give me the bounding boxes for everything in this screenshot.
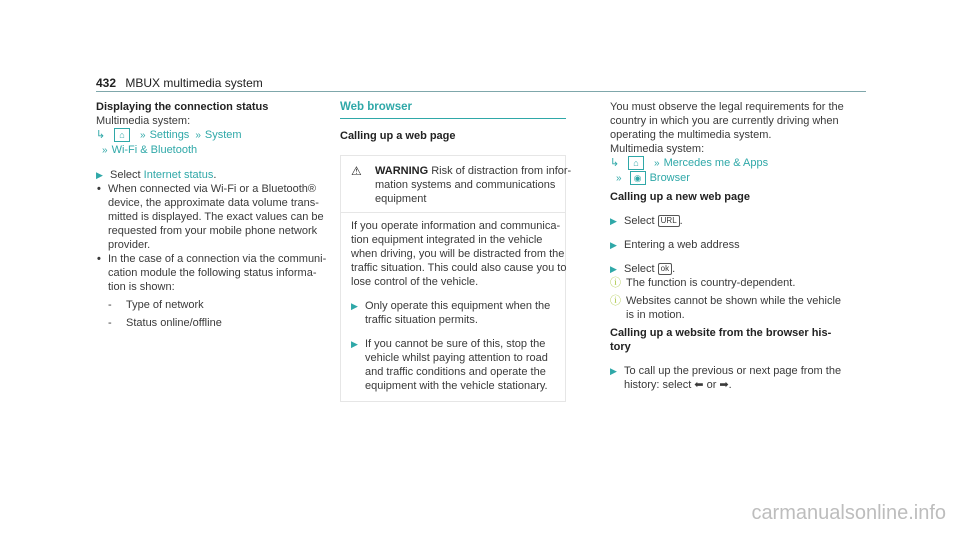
path-mercedes-me-apps[interactable]: Mercedes me & Apps bbox=[663, 157, 769, 169]
internet-status-link[interactable]: Internet status bbox=[143, 169, 214, 181]
intro-line: operating the multimedia system. bbox=[610, 129, 772, 141]
bullet2-line: In the case of a connection via the communi- bbox=[108, 253, 327, 265]
warning-body bbox=[351, 219, 567, 289]
info-icon: ⓘ bbox=[610, 277, 621, 289]
action-line: equipment with the vehicle stationary. bbox=[365, 380, 548, 392]
column-web-browser bbox=[340, 100, 572, 402]
home-icon[interactable]: ⌂ bbox=[114, 128, 130, 142]
dash-text: Status online/offline bbox=[126, 317, 222, 329]
ok-key-icon[interactable]: ok bbox=[658, 263, 672, 275]
action-enter-address bbox=[610, 238, 870, 252]
menu-path-line1 bbox=[610, 156, 870, 171]
section-title-web-browser: Web browser bbox=[340, 101, 412, 113]
action-triangle-icon: ▶ bbox=[610, 366, 617, 376]
action-line: and traffic conditions and operate the bbox=[365, 366, 546, 378]
chevron-icon: » bbox=[195, 130, 201, 141]
action-triangle-icon: ▶ bbox=[610, 264, 617, 274]
heading-browser-history: tory bbox=[610, 341, 631, 353]
subheading-calling-web-page: Calling up a web page bbox=[340, 130, 456, 142]
warning-action-2 bbox=[351, 337, 557, 393]
bullet2-line: cation module the following status informa- bbox=[108, 267, 317, 279]
column-connection-status bbox=[96, 100, 327, 330]
action-line: To call up the previous or next page from the bbox=[624, 365, 842, 377]
heading-connection-status: Displaying the connection status bbox=[96, 101, 269, 113]
select-prefix: Select bbox=[110, 169, 141, 181]
action-line: Only operate this equipment when the bbox=[365, 300, 551, 312]
warning-body-line: If you operate information and communica- bbox=[351, 220, 561, 232]
dash-text: Type of network bbox=[126, 299, 204, 311]
action-triangle-icon: ▶ bbox=[96, 170, 103, 180]
bullet1-line: When connected via Wi-Fi or a Bluetooth® bbox=[108, 183, 317, 195]
info-text: is in motion. bbox=[626, 309, 685, 321]
page-number: 432 bbox=[96, 76, 117, 90]
info-text: The function is country-dependent. bbox=[626, 277, 796, 289]
select-suffix: . bbox=[679, 215, 683, 227]
warning-action-1 bbox=[351, 299, 557, 327]
menu-path-line1 bbox=[96, 128, 318, 143]
action-line: If you cannot be sure of this, stop the bbox=[365, 338, 546, 350]
page-header bbox=[96, 76, 263, 90]
header-rule bbox=[96, 91, 866, 92]
warning-title bbox=[351, 164, 572, 206]
heading-new-web-page: Calling up a new web page bbox=[610, 191, 750, 203]
action-text: Entering a web address bbox=[624, 239, 740, 251]
info-motion bbox=[610, 294, 870, 322]
bullet2-line: tion is shown: bbox=[108, 281, 175, 293]
select-suffix: . bbox=[672, 263, 676, 275]
dash-item-network-type bbox=[96, 298, 318, 312]
path-intro: Multimedia system: bbox=[96, 115, 191, 127]
menu-path-line2 bbox=[96, 143, 318, 158]
chevron-icon: » bbox=[140, 130, 146, 141]
path-wifi-bluetooth[interactable]: Wi-Fi & Bluetooth bbox=[111, 144, 198, 156]
warning-title-text: mation systems and communications bbox=[375, 179, 556, 191]
info-icon: ⓘ bbox=[610, 295, 621, 307]
bullet1-line: mitted is displayed. The exact values can be bbox=[108, 211, 324, 223]
intro-line: country in which you are currently driving when bbox=[610, 115, 839, 127]
url-key-icon[interactable]: URL bbox=[658, 215, 680, 227]
action-select-internet-status bbox=[96, 168, 318, 182]
warning-body-line: tion equipment integrated in the vehicle bbox=[351, 234, 543, 246]
action-triangle-icon: ▶ bbox=[351, 339, 358, 349]
path-intro: Multimedia system: bbox=[610, 143, 705, 155]
bullet1-line: provider. bbox=[108, 239, 151, 251]
bullet-dot: • bbox=[97, 183, 101, 195]
hook-arrow-icon: ↳ bbox=[96, 129, 106, 141]
warning-body-line: lose control of the vehicle. bbox=[351, 276, 479, 288]
path-settings[interactable]: Settings bbox=[149, 129, 190, 141]
action-select-url bbox=[610, 214, 870, 228]
warning-label: WARNING bbox=[375, 165, 429, 177]
warning-separator bbox=[341, 212, 565, 213]
dash-item-status bbox=[96, 316, 318, 330]
path-browser[interactable]: Browser bbox=[649, 172, 690, 184]
path-system[interactable]: System bbox=[204, 129, 242, 141]
select-prefix: Select bbox=[624, 215, 655, 227]
warning-body-line: when driving, you will be distracted from the bbox=[351, 248, 565, 260]
column-browser-usage bbox=[610, 100, 870, 392]
watermark: carmanualsonline.info bbox=[751, 502, 946, 524]
action-triangle-icon: ▶ bbox=[610, 216, 617, 226]
info-text: Websites cannot be shown while the vehicle bbox=[626, 295, 842, 307]
chevron-icon: » bbox=[654, 158, 660, 169]
globe-icon[interactable]: ◉ bbox=[630, 171, 646, 185]
select-prefix: Select bbox=[624, 263, 655, 275]
bullet1-line: device, the approximate data volume trans- bbox=[108, 197, 319, 209]
action-select-ok bbox=[610, 262, 870, 276]
home-icon[interactable]: ⌂ bbox=[628, 156, 644, 170]
page-title: MBUX multimedia system bbox=[125, 76, 263, 90]
info-country-dependent bbox=[610, 276, 870, 290]
warning-triangle-icon: ⚠ bbox=[351, 164, 362, 178]
intro-line: You must observe the legal requirements for the bbox=[610, 101, 844, 113]
action-line: traffic situation permits. bbox=[365, 314, 478, 326]
select-suffix: . bbox=[213, 169, 217, 181]
action-history bbox=[610, 364, 870, 392]
dash-mark: - bbox=[108, 317, 112, 329]
hook-arrow-icon: ↳ bbox=[610, 157, 620, 169]
warning-box bbox=[340, 155, 572, 402]
warning-title-text: Risk of distraction from infor- bbox=[428, 165, 572, 177]
action-line: vehicle whilst paying attention to road bbox=[365, 352, 548, 364]
warning-title-text: equipment bbox=[375, 193, 427, 205]
bullet-communication-module bbox=[96, 252, 327, 294]
dash-mark: - bbox=[108, 299, 112, 311]
heading-browser-history: Calling up a website from the browser his- bbox=[610, 327, 832, 339]
chevron-icon: » bbox=[616, 173, 622, 184]
chevron-icon: » bbox=[102, 145, 108, 156]
action-triangle-icon: ▶ bbox=[610, 240, 617, 250]
bullet-wifi-bluetooth bbox=[96, 182, 324, 252]
action-triangle-icon: ▶ bbox=[351, 301, 358, 311]
bullet1-line: requested from your mobile phone network bbox=[108, 225, 318, 237]
menu-path-line2 bbox=[610, 171, 870, 186]
action-line: history: select ⬅ or ➡. bbox=[624, 379, 732, 391]
warning-body-line: traffic situation. This could also cause you to bbox=[351, 262, 567, 274]
bullet-dot: • bbox=[97, 253, 101, 265]
